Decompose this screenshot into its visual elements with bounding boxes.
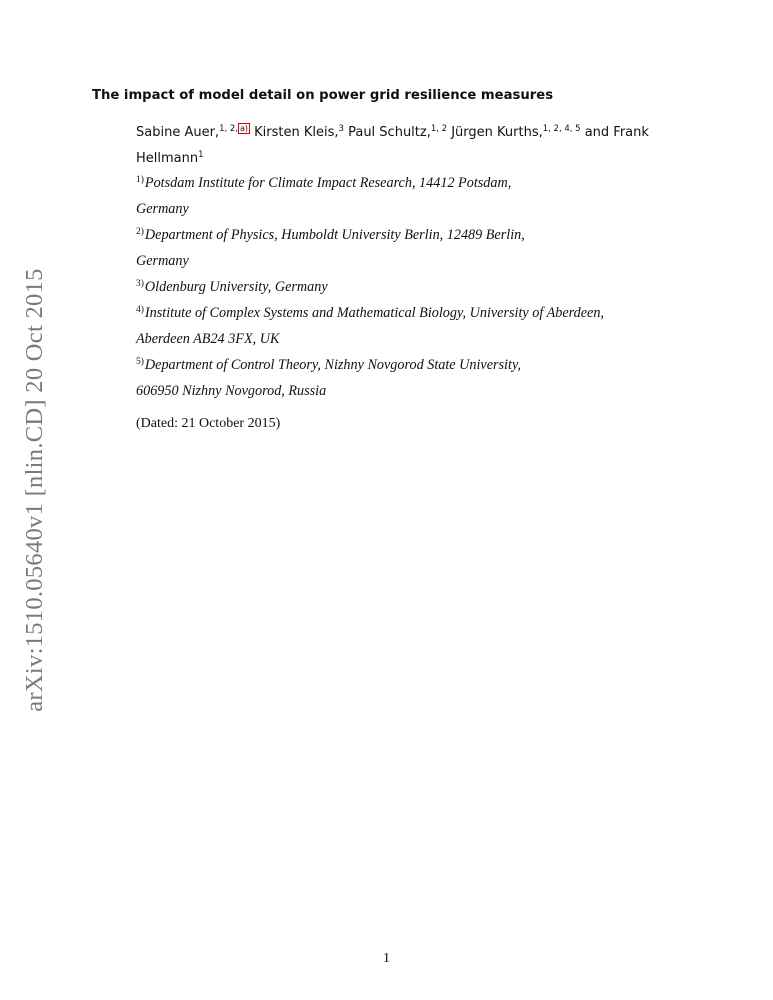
- affiliation-number: 4): [136, 305, 144, 315]
- author-name: Kirsten Kleis,: [254, 125, 339, 140]
- footnote-link[interactable]: a): [239, 124, 249, 133]
- affiliation-3: [136, 274, 696, 300]
- author-affiliation-refs: 1, 2,: [219, 124, 238, 134]
- affiliation-line: Department of Physics, Humboldt University Berlin, 12489 Berlin,: [144, 227, 525, 243]
- author-list: [136, 120, 676, 172]
- author-kurths: [451, 125, 580, 140]
- affiliation-line: Oldenburg University, Germany: [144, 279, 328, 295]
- author-schultz: [348, 125, 447, 140]
- affiliation-line: Institute of Complex Systems and Mathematical Biology, University of Aberdeen,: [144, 305, 604, 321]
- author-affiliation-refs: 1, 2, 4, 5: [542, 124, 581, 134]
- affiliation-5: [136, 352, 696, 404]
- affiliation-line: Department of Control Theory, Nizhny Novgorod State University,: [144, 357, 521, 373]
- affiliation-number: 3): [136, 279, 144, 289]
- author-affiliation-refs: 1, 2: [430, 124, 448, 134]
- affiliation-number: 5): [136, 357, 144, 367]
- author-name: Jürgen Kurths,: [451, 125, 543, 140]
- author-name: and Frank Hellmann: [136, 125, 649, 166]
- paper-title: The impact of model detail on power grid resilience measures: [92, 88, 554, 103]
- affiliation-list: [136, 170, 696, 404]
- author-auer: [136, 125, 250, 140]
- author-affiliation-refs: 3: [338, 124, 344, 134]
- author-name: Paul Schultz,: [348, 125, 431, 140]
- affiliation-line: Germany: [136, 253, 189, 269]
- affiliation-number: 1): [136, 175, 144, 185]
- page-number: 1: [383, 951, 390, 966]
- affiliation-number: 2): [136, 227, 144, 237]
- arxiv-identifier: arXiv:1510.05640v1 [nlin.CD] 20 Oct 2015: [21, 268, 48, 712]
- affiliation-line: 606950 Nizhny Novgorod, Russia: [136, 383, 327, 399]
- affiliation-1: [136, 170, 696, 222]
- author-kleis: [254, 125, 344, 140]
- dated-line: (Dated: 21 October 2015): [136, 416, 281, 431]
- affiliation-line: Potsdam Institute for Climate Impact Research, 14412 Potsdam,: [144, 175, 512, 191]
- affiliation-line: Aberdeen AB24 3FX, UK: [136, 331, 280, 347]
- affiliation-2: [136, 222, 696, 274]
- affiliation-line: Germany: [136, 201, 189, 217]
- author-affiliation-refs: 1: [198, 150, 204, 160]
- affiliation-4: [136, 300, 696, 352]
- author-name: Sabine Auer,: [136, 125, 220, 140]
